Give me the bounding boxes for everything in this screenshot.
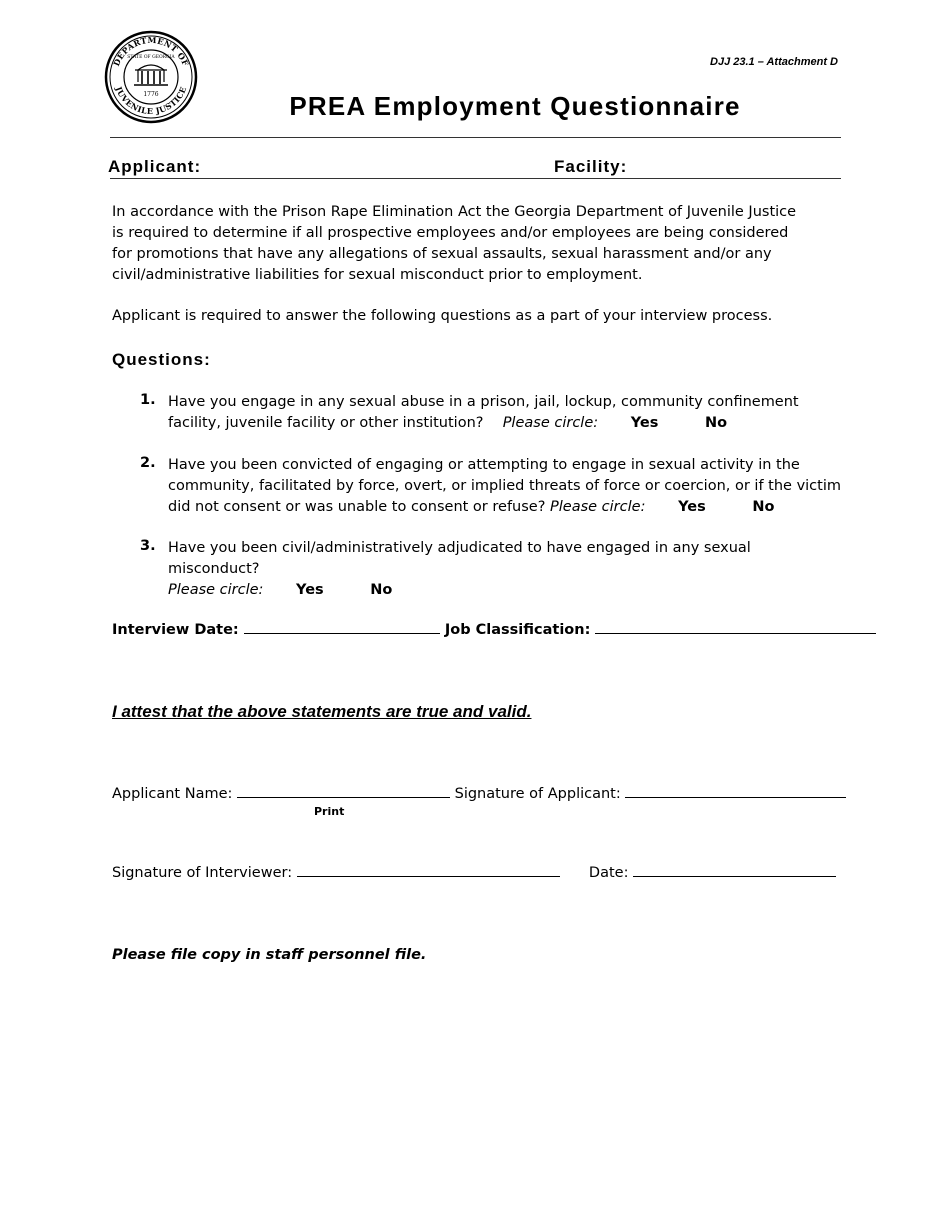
question-number: 2. <box>140 455 156 471</box>
date-line[interactable] <box>633 864 836 877</box>
signature-interviewer-line[interactable] <box>297 864 560 877</box>
applicant-field-label: Applicant: <box>108 157 202 176</box>
no-option[interactable]: No <box>752 499 775 515</box>
job-classification-label: Job Classification: <box>444 622 591 638</box>
date-label: Date: <box>588 865 629 881</box>
seal-year: 1776 <box>143 91 159 98</box>
signature-applicant-label: Signature of Applicant: <box>454 786 621 802</box>
print-hint: Print <box>314 805 345 818</box>
seal-top-text: DEPARTMENT OF <box>111 34 191 68</box>
question-text: Have you engage in any sexual abuse in a prison, jail, lockup, community confinement facility, juvenile facility or other institution? <box>168 394 799 431</box>
attestation-statement: I attest that the above statements are true and valid. <box>112 702 532 721</box>
question-number: 3. <box>140 538 156 554</box>
signature-interviewer-label: Signature of Interviewer: <box>112 865 293 881</box>
intro-paragraph: In accordance with the Prison Rape Elimination Act the Georgia Department of Juvenile Justice is required to determine if all prospective employees and/or employees are being considered for promotions that have any allegations of sexual assaults, sexual harassment and/or any civil/administrative liabilities for sexual misconduct prior to employment. <box>112 204 797 283</box>
signature-applicant-line[interactable] <box>625 785 846 798</box>
interview-date-label: Interview Date: <box>112 622 239 638</box>
questions-heading: Questions: <box>112 350 211 369</box>
footer-note: Please file copy in staff personnel file. <box>112 947 427 963</box>
question-3 <box>168 538 846 601</box>
no-option[interactable]: No <box>370 582 393 598</box>
svg-text:DEPARTMENT OF <box>111 35 191 68</box>
yes-option[interactable]: Yes <box>630 415 659 431</box>
applicant-name-line[interactable] <box>237 785 450 798</box>
question-text: Have you been civil/administratively adjudicated to have engaged in any sexual misconduct? <box>168 540 751 577</box>
document-id: DJJ 23.1 – Attachment D <box>710 56 838 68</box>
department-seal <box>100 30 202 124</box>
question-number: 1. <box>140 392 156 408</box>
applicant-facility-line[interactable] <box>110 178 841 179</box>
seal-inner-text: STATE OF GEORGIA <box>127 55 175 60</box>
yes-option[interactable]: Yes <box>678 499 706 515</box>
header-divider <box>110 137 841 138</box>
please-circle-label: Please circle: <box>502 415 599 431</box>
instructions-text: Applicant is required to answer the following questions as a part of your interview process. <box>112 308 773 324</box>
interview-row <box>112 621 876 638</box>
question-1 <box>168 392 846 434</box>
no-option[interactable]: No <box>704 415 728 431</box>
seal-bottom-text: JUVENILE JUSTICE <box>113 84 189 117</box>
question-2 <box>168 455 846 518</box>
question-text: Have you been convicted of engaging or attempting to engage in sexual activity in the community, facilitated by force, overt, or implied threats of force or coercion, or if the victim did not consent or was unable to consent or refuse? <box>168 457 841 515</box>
applicant-name-label: Applicant Name: <box>112 786 233 802</box>
applicant-signature-row <box>112 784 846 805</box>
interview-date-line[interactable] <box>244 621 440 634</box>
please-circle-label: Please circle: <box>168 582 264 598</box>
please-circle-label: Please circle: <box>550 499 646 515</box>
interviewer-signature-row <box>112 863 836 884</box>
svg-text:JUVENILE JUSTICE <box>113 84 188 116</box>
facility-field-label: Facility: <box>554 157 628 176</box>
page-title: PREA Employment Questionnaire <box>289 91 741 121</box>
yes-option[interactable]: Yes <box>296 582 324 598</box>
job-classification-line[interactable] <box>595 621 876 634</box>
